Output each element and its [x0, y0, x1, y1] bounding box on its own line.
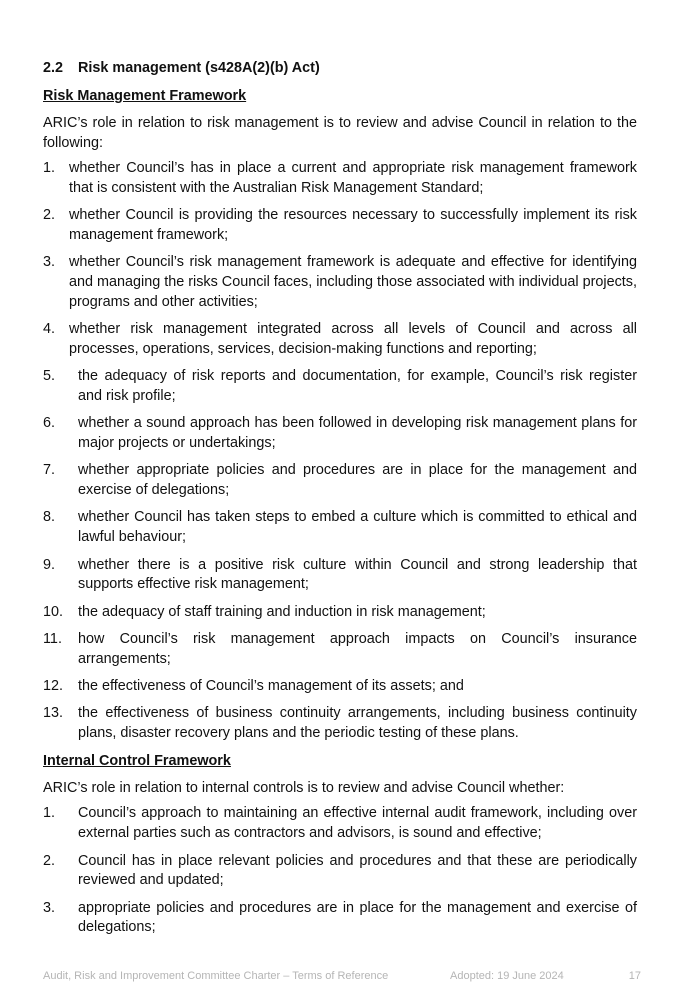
section-number: 2.2 [43, 60, 64, 76]
list-item [43, 206, 637, 246]
list-item-number: 3. [43, 899, 56, 916]
section-title: Risk management (s428A(2)(b) Act) [78, 60, 320, 76]
list-item-number: 4. [43, 321, 56, 338]
list-item-number: 13. [43, 705, 64, 722]
list-item [43, 852, 637, 892]
list-item [43, 677, 637, 697]
list-item-text: whether Council’s risk management framework is adequate and effective for identifying and managing the risks Council faces, including those associated with individual projects, programs and other activities; [69, 254, 637, 310]
list-item-number: 10. [43, 603, 64, 620]
list-item [43, 461, 637, 501]
list-item-text: whether appropriate policies and procedures are in place for the management and exercise of delegations; [78, 462, 637, 499]
list-item-number: 11. [43, 630, 62, 647]
list-item [43, 367, 637, 407]
list-item [43, 603, 637, 623]
list-item-text: whether Council has taken steps to embed a culture which is committed to ethical and lawful behaviour; [78, 509, 637, 546]
list-item [43, 704, 637, 744]
list-item-number: 9. [43, 556, 56, 573]
footer-page-number: 17 [628, 970, 641, 982]
list-item-number: 6. [43, 415, 56, 432]
list-item-text: appropriate policies and procedures are in place for the management and exercise of delegations; [78, 899, 637, 936]
footer-document-title: Audit, Risk and Improvement Committee Charter – Terms of Reference [43, 970, 389, 982]
list-item-text: whether Council’s has in place a current and appropriate risk management framework that is consistent with the Australian Risk Management Standard; [69, 160, 637, 196]
list-item [43, 320, 637, 360]
list-item-number: 5. [43, 368, 56, 385]
risk-framework-intro: ARIC’s role in relation to risk management is to review and advise Council in relation to the following: [43, 115, 637, 151]
list-item-text: whether risk management integrated across all levels of Council and across all processes, operations, services, decision-making functions and reporting; [69, 321, 637, 357]
footer-adopted-date: Adopted: 19 June 2024 [450, 970, 564, 982]
list-item-text: whether there is a positive risk culture within Council and strong leadership that supports effective risk management; [78, 556, 637, 593]
list-item-text: whether Council is providing the resources necessary to successfully implement its risk management framework; [69, 207, 637, 243]
list-item-number: 2. [43, 852, 56, 869]
list-item-text: the effectiveness of Council’s management of its assets; and [78, 678, 464, 695]
list-item-text: Council’s approach to maintaining an effective internal audit framework, including over external parties such as contractors and advisors, is sound and effective; [78, 805, 637, 842]
section-heading [43, 58, 637, 78]
risk-framework-heading: Risk Management Framework [43, 88, 247, 104]
list-item [43, 253, 637, 312]
list-item-number: 8. [43, 509, 56, 526]
list-item-text: the adequacy of staff training and induction in risk management; [78, 603, 486, 620]
list-item-text: whether a sound approach has been followed in developing risk management plans for major projects or undertakings; [78, 415, 637, 452]
list-item-number: 7. [43, 462, 56, 479]
list-item-number: 1. [43, 160, 56, 176]
internal-control-intro: ARIC’s role in relation to internal controls is to review and advise Council whether: [43, 780, 565, 797]
list-item [43, 804, 637, 844]
list-item-text: how Council’s risk management approach impacts on Council’s insurance arrangements; [78, 630, 637, 667]
list-item [43, 899, 637, 939]
list-item-number: 12. [43, 678, 64, 695]
list-item [43, 414, 637, 454]
internal-control-list [43, 804, 637, 938]
list-item-number: 3. [43, 254, 56, 271]
list-item-text: the adequacy of risk reports and documentation, for example, Council’s risk register and risk profile; [78, 368, 637, 404]
list-item-number: 2. [43, 207, 56, 224]
list-item [43, 630, 637, 670]
page-footer [43, 969, 641, 983]
list-item [43, 159, 637, 199]
internal-control-heading: Internal Control Framework [43, 753, 231, 770]
list-item-number: 1. [43, 805, 56, 822]
list-item-text: Council has in place relevant policies and procedures and that these are periodically reviewed and updated; [78, 852, 637, 889]
list-item-text: the effectiveness of business continuity arrangements, including business continuity plans, disaster recovery plans and the periodic testing of these plans. [78, 705, 637, 742]
list-item [43, 556, 637, 596]
document-page [43, 58, 637, 946]
risk-framework-list [43, 159, 637, 744]
list-item [43, 508, 637, 548]
